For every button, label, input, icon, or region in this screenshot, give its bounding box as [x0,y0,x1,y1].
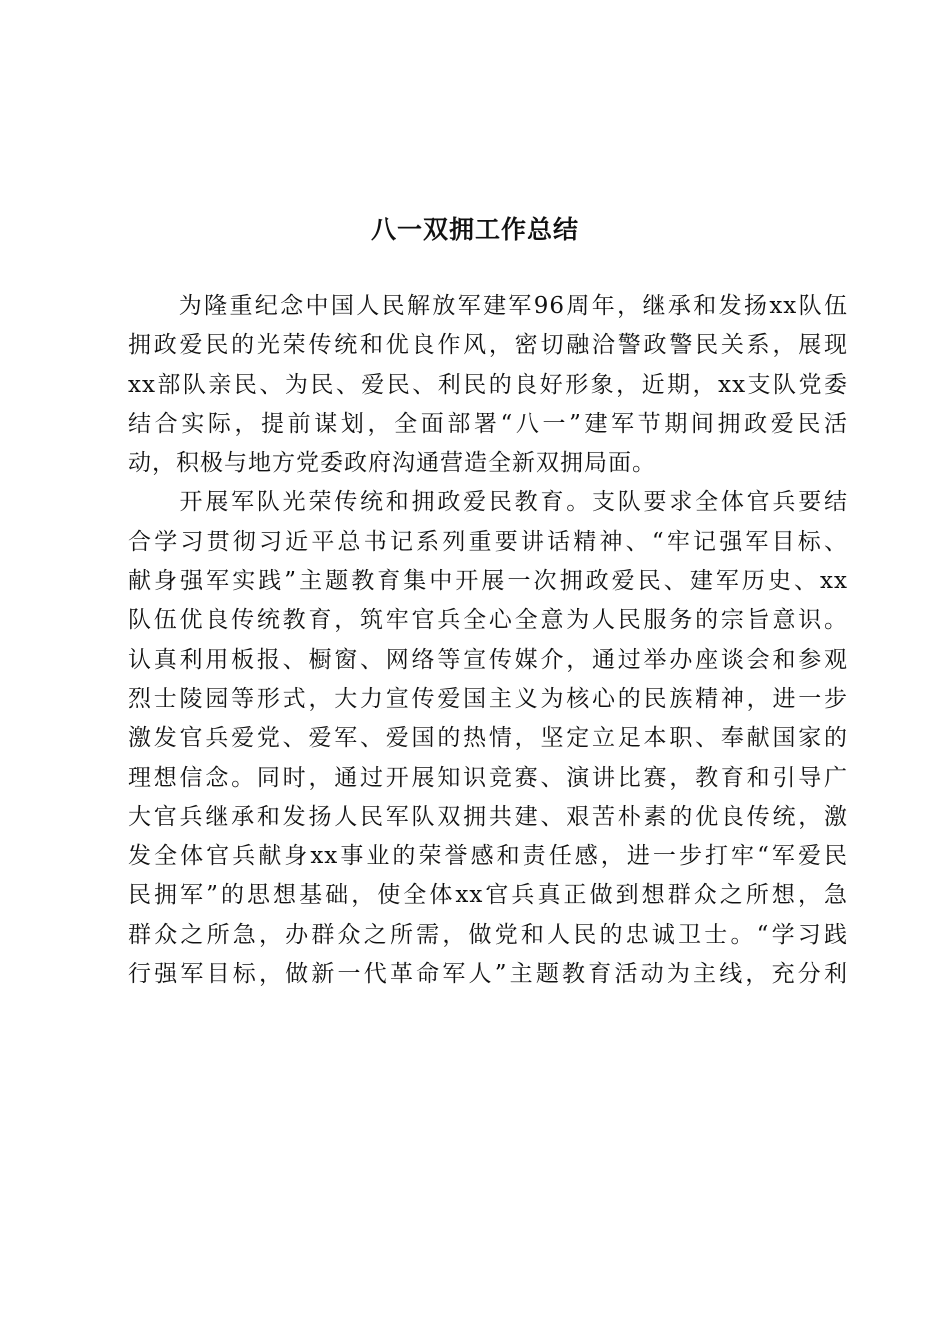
text-line: 认真利用板报、橱窗、网络等宣传媒介，通过举办座谈会和参观 [128,646,848,673]
text-line: 发全体官兵献身xx事业的荣誉感和责任感，进一步打牢“军爱民 [128,843,848,870]
text-line: 行强军目标，做新一代革命军人”主题教育活动为主线，充分利 [128,961,848,988]
text-line: 激发官兵爱党、爱军、爱国的热情，坚定立足本职、奉献国家的 [128,725,848,752]
text-line: 烈士陵园等形式，大力宣传爱国主义为核心的民族精神，进一步 [128,685,848,712]
text-line: 队伍优良传统教育，筑牢官兵全心全意为人民服务的宗旨意识。 [128,607,848,634]
text-line: 群众之所急，办群众之所需，做党和人民的忠诚卫士。“学习践 [128,921,848,948]
text-line: 拥政爱民的光荣传统和优良作风，密切融洽警政警民关系，展现 [128,332,848,359]
text-line: 合学习贯彻习近平总书记系列重要讲话精神、“牢记强军目标、 [128,528,848,555]
document-body [128,287,848,994]
paragraph-1 [128,287,848,483]
text-line: xx部队亲民、为民、爱民、利民的良好形象，近期，xx支队党委 [128,371,848,398]
text-line: 献身强军实践”主题教育集中开展一次拥政爱民、建军历史、xx [128,568,848,595]
page-title: 八一双拥工作总结 [370,215,579,244]
text-line: 结合实际，提前谋划，全面部署“八一”建军节期间拥政爱民活 [128,410,848,437]
text-line: 动，积极与地方党委政府沟通营造全新双拥局面。 [128,450,656,477]
paragraph-2 [128,483,848,994]
text-line: 开展军队光荣传统和拥政爱民教育。支队要求全体官兵要结 [128,489,848,516]
text-line: 为隆重纪念中国人民解放军建军96周年，继承和发扬xx队伍 [128,293,848,319]
text-line: 理想信念。同时，通过开展知识竞赛、演讲比赛，教育和引导广 [128,764,848,791]
text-line: 大官兵继承和发扬人民军队双拥共建、艰苦朴素的优良传统，激 [128,803,848,830]
text-line: 民拥军”的思想基础，使全体xx官兵真正做到想群众之所想，急 [128,882,848,909]
